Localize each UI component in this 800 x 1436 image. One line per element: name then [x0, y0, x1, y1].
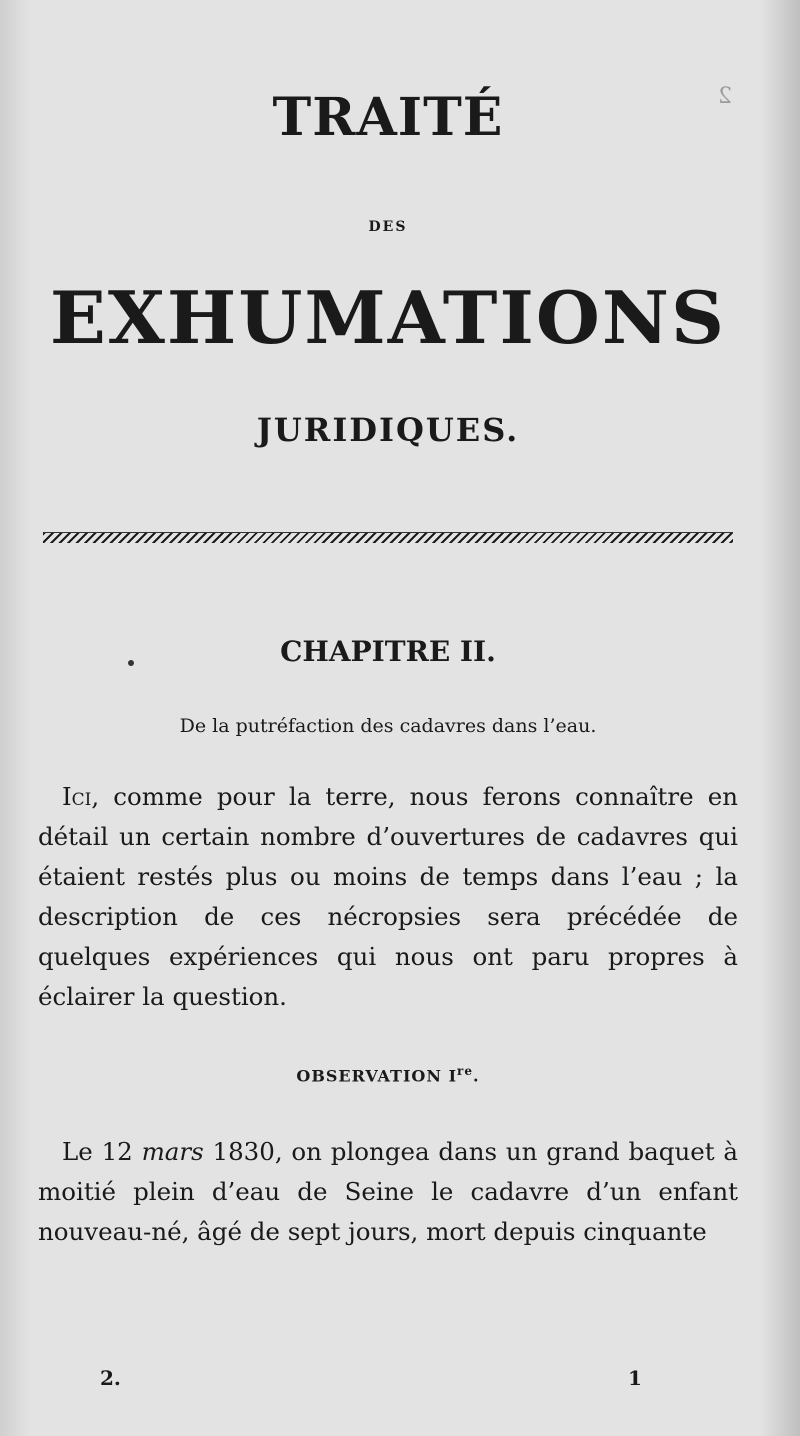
ink-dot: [128, 660, 134, 666]
paragraph-observation-start: Le 12: [62, 1137, 142, 1167]
paragraph-observation: [38, 1132, 738, 1252]
title-des: DES: [368, 219, 408, 235]
observation-end: .: [473, 1066, 480, 1086]
bleed-through-page-number: 2: [718, 84, 732, 109]
paragraph-observation-italic: mars: [141, 1137, 204, 1167]
chapter-heading: CHAPITRE II.: [280, 635, 496, 668]
ornamental-rule: [43, 532, 733, 543]
signature-mark-left: 2.: [100, 1366, 121, 1390]
title-traite: TRAITÉ: [272, 87, 504, 148]
observation-heading: [38, 1059, 738, 1088]
title-juridiques: JURIDIQUES.: [256, 411, 520, 449]
paragraph-observation-rest: 1830, on plongea dans un grand baquet à moitié plein d’eau de Seine le cadavre d’un enfant nouveau-né, âgé de sept jours, mort depuis cinquante: [38, 1137, 738, 1247]
observation-superscript: re: [457, 1064, 474, 1078]
page-edge-right: [760, 0, 800, 1436]
paragraph-lead-word: Ici: [62, 782, 92, 811]
paragraph-intro-text: , comme pour la terre, nous ferons connaître en détail un certain nombre d’ouvertures de cadavres qui étaient restés plus ou moins de temps dans l’eau ; la description de ces nécropsies sera précédée de quelques expériences qui nous ont paru propres à éclairer la question.: [38, 782, 738, 1011]
page-edge-left: [0, 0, 30, 1436]
observation-label: OBSERVATION I: [296, 1066, 458, 1086]
page-content: [38, 88, 738, 1277]
signature-mark-right: 1: [628, 1366, 642, 1390]
title-exhumations: EXHUMATIONS: [49, 275, 727, 360]
chapter-subtitle: De la putréfaction des cadavres dans l’eau.: [179, 715, 597, 737]
paragraph-intro: [38, 777, 738, 1017]
